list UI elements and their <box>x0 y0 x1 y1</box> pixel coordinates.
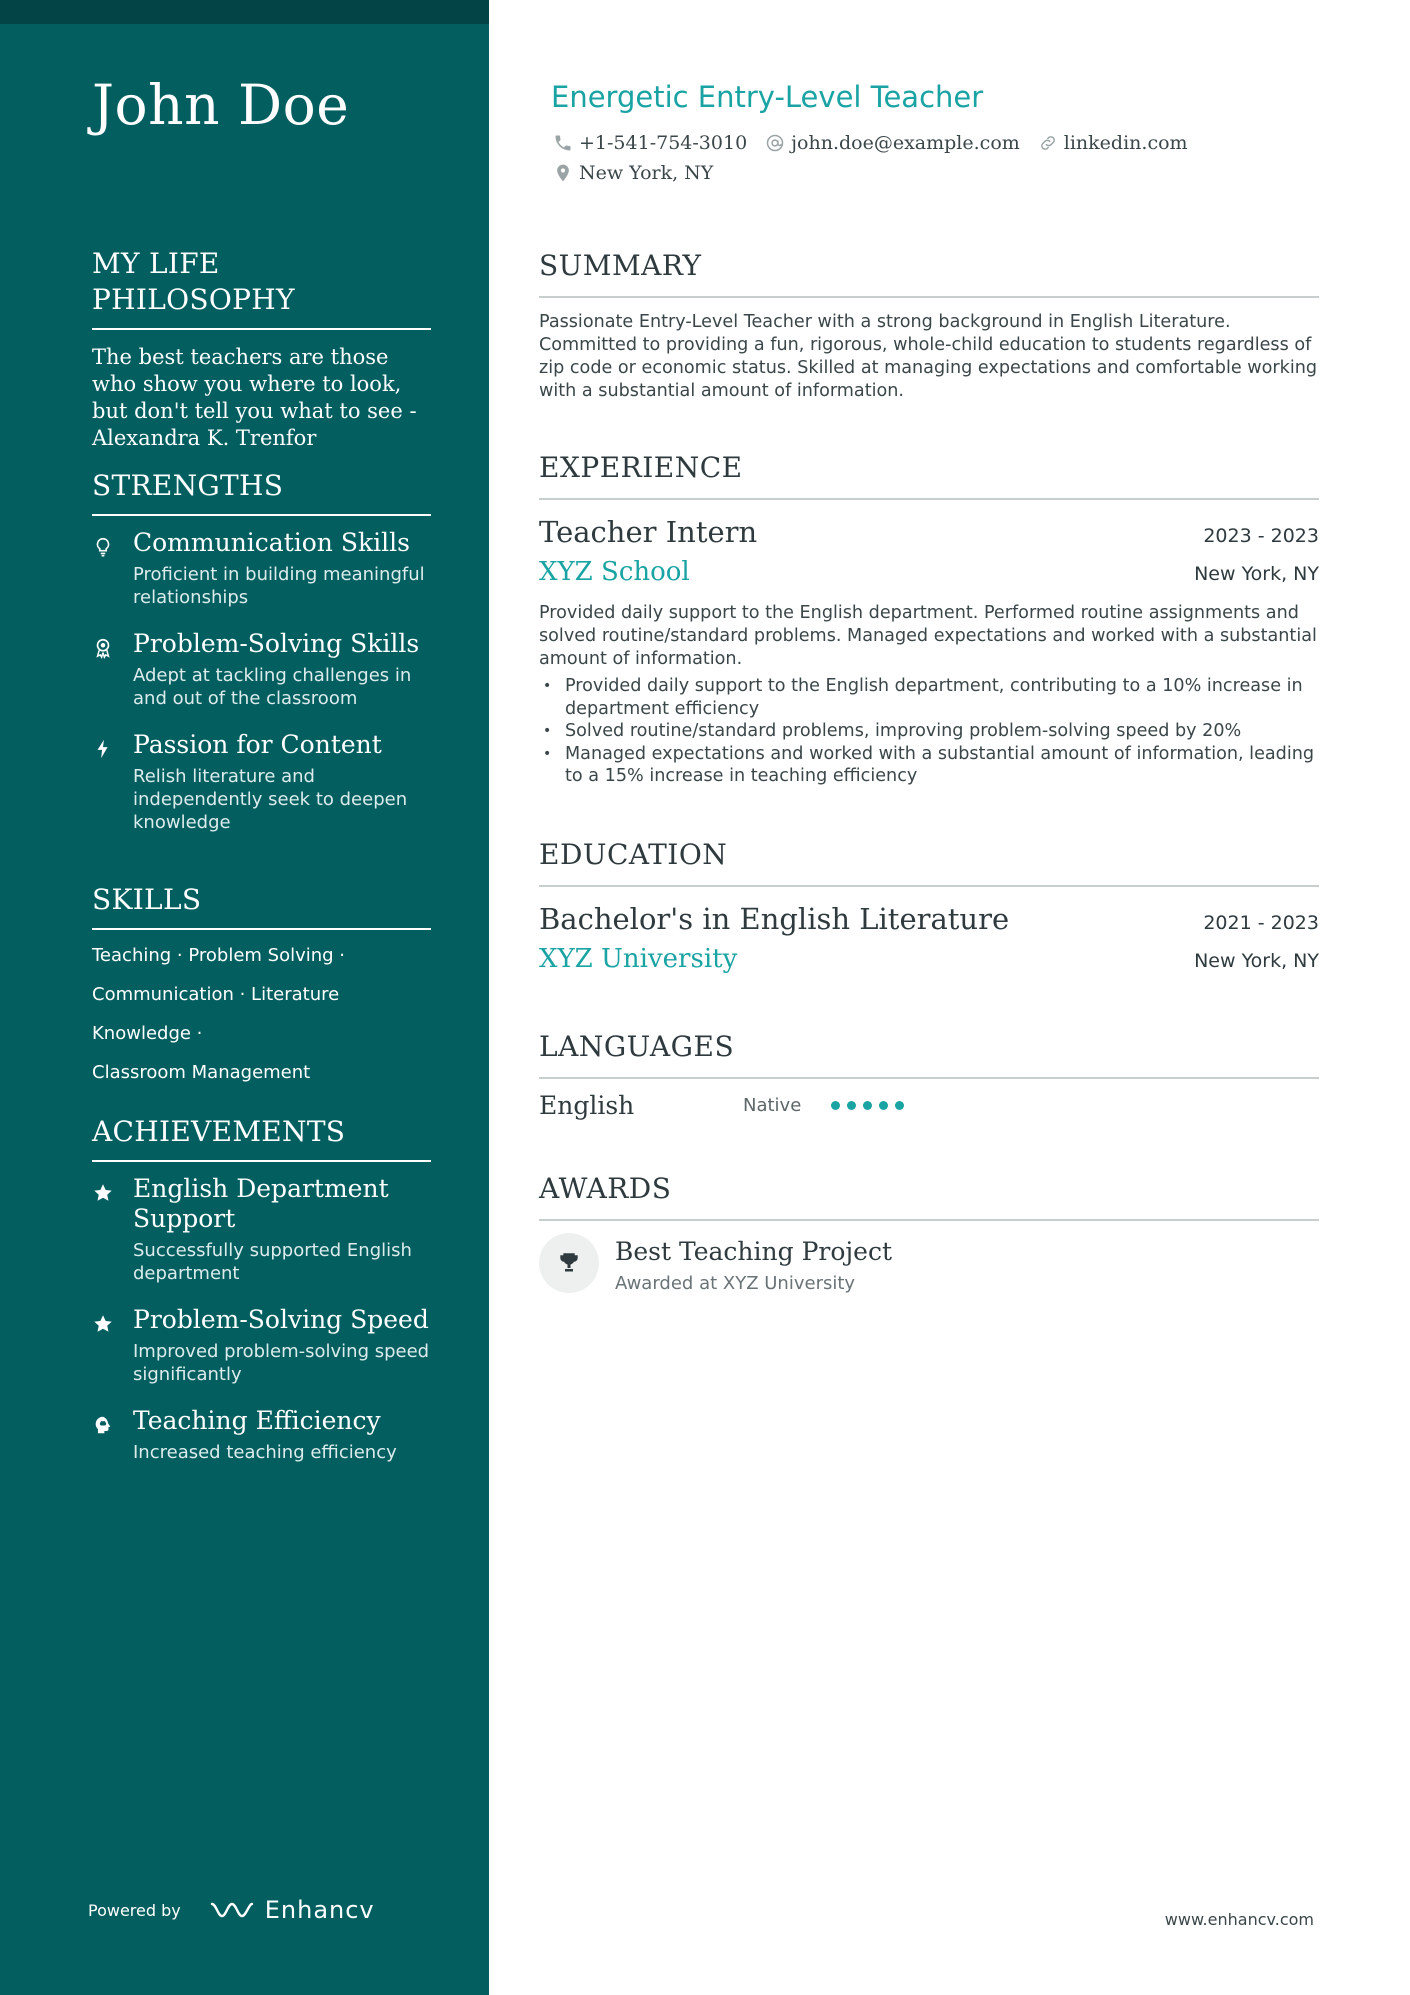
phone-contact[interactable] <box>553 132 747 154</box>
skills-heading: SKILLS <box>92 882 431 930</box>
experience-description: Provided daily support to the English department. Performed routine assignments and solved routine/standard problems. Managed expectations and worked with a substantial amount of information. <box>539 603 1317 669</box>
at-icon <box>765 133 785 153</box>
location-contact <box>553 162 713 184</box>
achievements-heading: ACHIEVEMENTS <box>92 1114 431 1162</box>
lightbulb-icon <box>92 536 114 558</box>
language-name: English <box>539 1091 635 1120</box>
strength-item <box>92 730 431 834</box>
strength-desc: Relish literature and independently seek to deepen knowledge <box>133 766 408 833</box>
achievement-desc: Increased teaching efficiency <box>133 1442 397 1463</box>
phone-icon <box>553 133 573 153</box>
website-link[interactable]: www.enhancv.com <box>1164 1910 1314 1929</box>
education-section <box>539 837 1319 977</box>
languages-heading: LANGUAGES <box>539 1029 1319 1079</box>
achievement-desc: Improved problem-solving speed significantly <box>133 1341 430 1385</box>
award-item <box>539 1233 1319 1294</box>
summary-section <box>539 248 1319 403</box>
strengths-section <box>92 468 431 834</box>
achievement-title: English Department Support <box>133 1174 389 1233</box>
skills-list <box>92 936 431 1092</box>
language-rating <box>831 1101 904 1110</box>
awards-section <box>539 1171 1319 1294</box>
education-location: New York, NY <box>1194 950 1319 972</box>
head-brain-icon <box>92 1414 114 1436</box>
lightning-icon <box>92 738 114 760</box>
achievement-title: Teaching Efficiency <box>133 1406 381 1435</box>
trophy-icon <box>557 1251 581 1275</box>
link-icon <box>1038 133 1058 153</box>
awards-heading: AWARDS <box>539 1171 1319 1221</box>
summary-text: Passionate Entry-Level Teacher with a strong background in English Literature. Committed to providing a fun, rigorous, whole-child education to students regardless of zip code or economic status. Skilled at managing expectations and comfortable working with a substantial amount of information. <box>539 312 1318 401</box>
language-item <box>539 1091 1319 1120</box>
strength-desc: Proficient in building meaningful relationships <box>133 564 425 608</box>
location-pin-icon <box>553 163 573 183</box>
email-contact[interactable] <box>765 132 1020 154</box>
skills-line: Teaching · Problem Solving · <box>92 945 346 966</box>
experience-dates: 2023 - 2023 <box>1203 525 1319 547</box>
rating-dot <box>847 1101 856 1110</box>
strength-item <box>92 528 431 609</box>
strength-title: Communication Skills <box>133 528 410 557</box>
enhancv-logo-icon <box>209 1898 255 1922</box>
link-text: linkedin.com <box>1063 132 1188 154</box>
experience-bullet: • Managed expectations and worked with a substantial amount of information, leading to a 15% increase in teaching efficiency <box>539 743 1319 788</box>
rating-dot <box>879 1101 888 1110</box>
enhancv-logo[interactable] <box>209 1896 375 1924</box>
award-subtitle: Awarded at XYZ University <box>615 1273 856 1294</box>
phone-text: +1-541-754-3010 <box>579 132 748 154</box>
rating-dot <box>831 1101 840 1110</box>
skills-section <box>92 882 431 1092</box>
achievements-section <box>92 1114 431 1464</box>
experience-section <box>539 450 1319 788</box>
job-title: Energetic Entry-Level Teacher <box>551 80 984 114</box>
skills-line: Classroom Management <box>92 1062 311 1083</box>
skills-line: Communication · Literature Knowledge · <box>92 984 340 1044</box>
philosophy-section <box>92 246 431 452</box>
achievement-item <box>92 1174 431 1285</box>
strength-desc: Adept at tackling challenges in and out of the classroom <box>133 665 412 709</box>
achievement-title: Problem-Solving Speed <box>133 1305 429 1334</box>
experience-company: XYZ School <box>539 557 690 587</box>
award-icon-circle <box>539 1233 599 1293</box>
strength-title: Passion for Content <box>133 730 382 759</box>
sidebar <box>0 0 489 1995</box>
experience-heading: EXPERIENCE <box>539 450 1319 500</box>
star-icon <box>92 1182 114 1204</box>
experience-bullet: • Provided daily support to the English department, contributing to a 10% increase in department efficiency <box>539 675 1319 720</box>
education-degree: Bachelor's in English Literature <box>539 902 1010 936</box>
achievement-item <box>92 1305 431 1386</box>
experience-location: New York, NY <box>1194 563 1319 585</box>
achievement-item <box>92 1406 431 1464</box>
philosophy-heading: MY LIFE PHILOSOPHY <box>92 246 431 330</box>
candidate-name: John Doe <box>92 73 350 137</box>
achievement-desc: Successfully supported English department <box>133 1240 412 1284</box>
experience-role: Teacher Intern <box>539 515 758 549</box>
education-school: XYZ University <box>539 944 738 974</box>
experience-bullet: • Solved routine/standard problems, improving problem-solving speed by 20% <box>539 720 1319 743</box>
email-text: john.doe@example.com <box>791 132 1020 154</box>
education-heading: EDUCATION <box>539 837 1319 887</box>
philosophy-quote: The best teachers are those who show you where to look, but don't tell you what to see - Alexandra K. Trenfor <box>92 345 417 450</box>
strength-title: Problem-Solving Skills <box>133 629 420 658</box>
languages-section <box>539 1029 1319 1120</box>
summary-heading: SUMMARY <box>539 248 1319 298</box>
location-text: New York, NY <box>579 162 714 184</box>
rating-dot <box>895 1101 904 1110</box>
star-icon <box>92 1313 114 1335</box>
education-dates: 2021 - 2023 <box>1203 912 1319 934</box>
strengths-heading: STRENGTHS <box>92 468 431 516</box>
sidebar-top-bar <box>0 0 489 24</box>
strength-item <box>92 629 431 710</box>
award-title: Best Teaching Project <box>615 1237 892 1266</box>
powered-by-footer <box>88 1896 375 1924</box>
contact-info <box>553 128 1273 188</box>
language-level: Native <box>743 1095 802 1116</box>
rating-dot <box>863 1101 872 1110</box>
powered-by-label: Powered by <box>88 1900 181 1920</box>
enhancv-brand-text: Enhancv <box>264 1896 375 1924</box>
experience-bullets <box>539 675 1319 788</box>
link-contact[interactable] <box>1038 132 1188 154</box>
award-ribbon-icon <box>92 637 114 659</box>
